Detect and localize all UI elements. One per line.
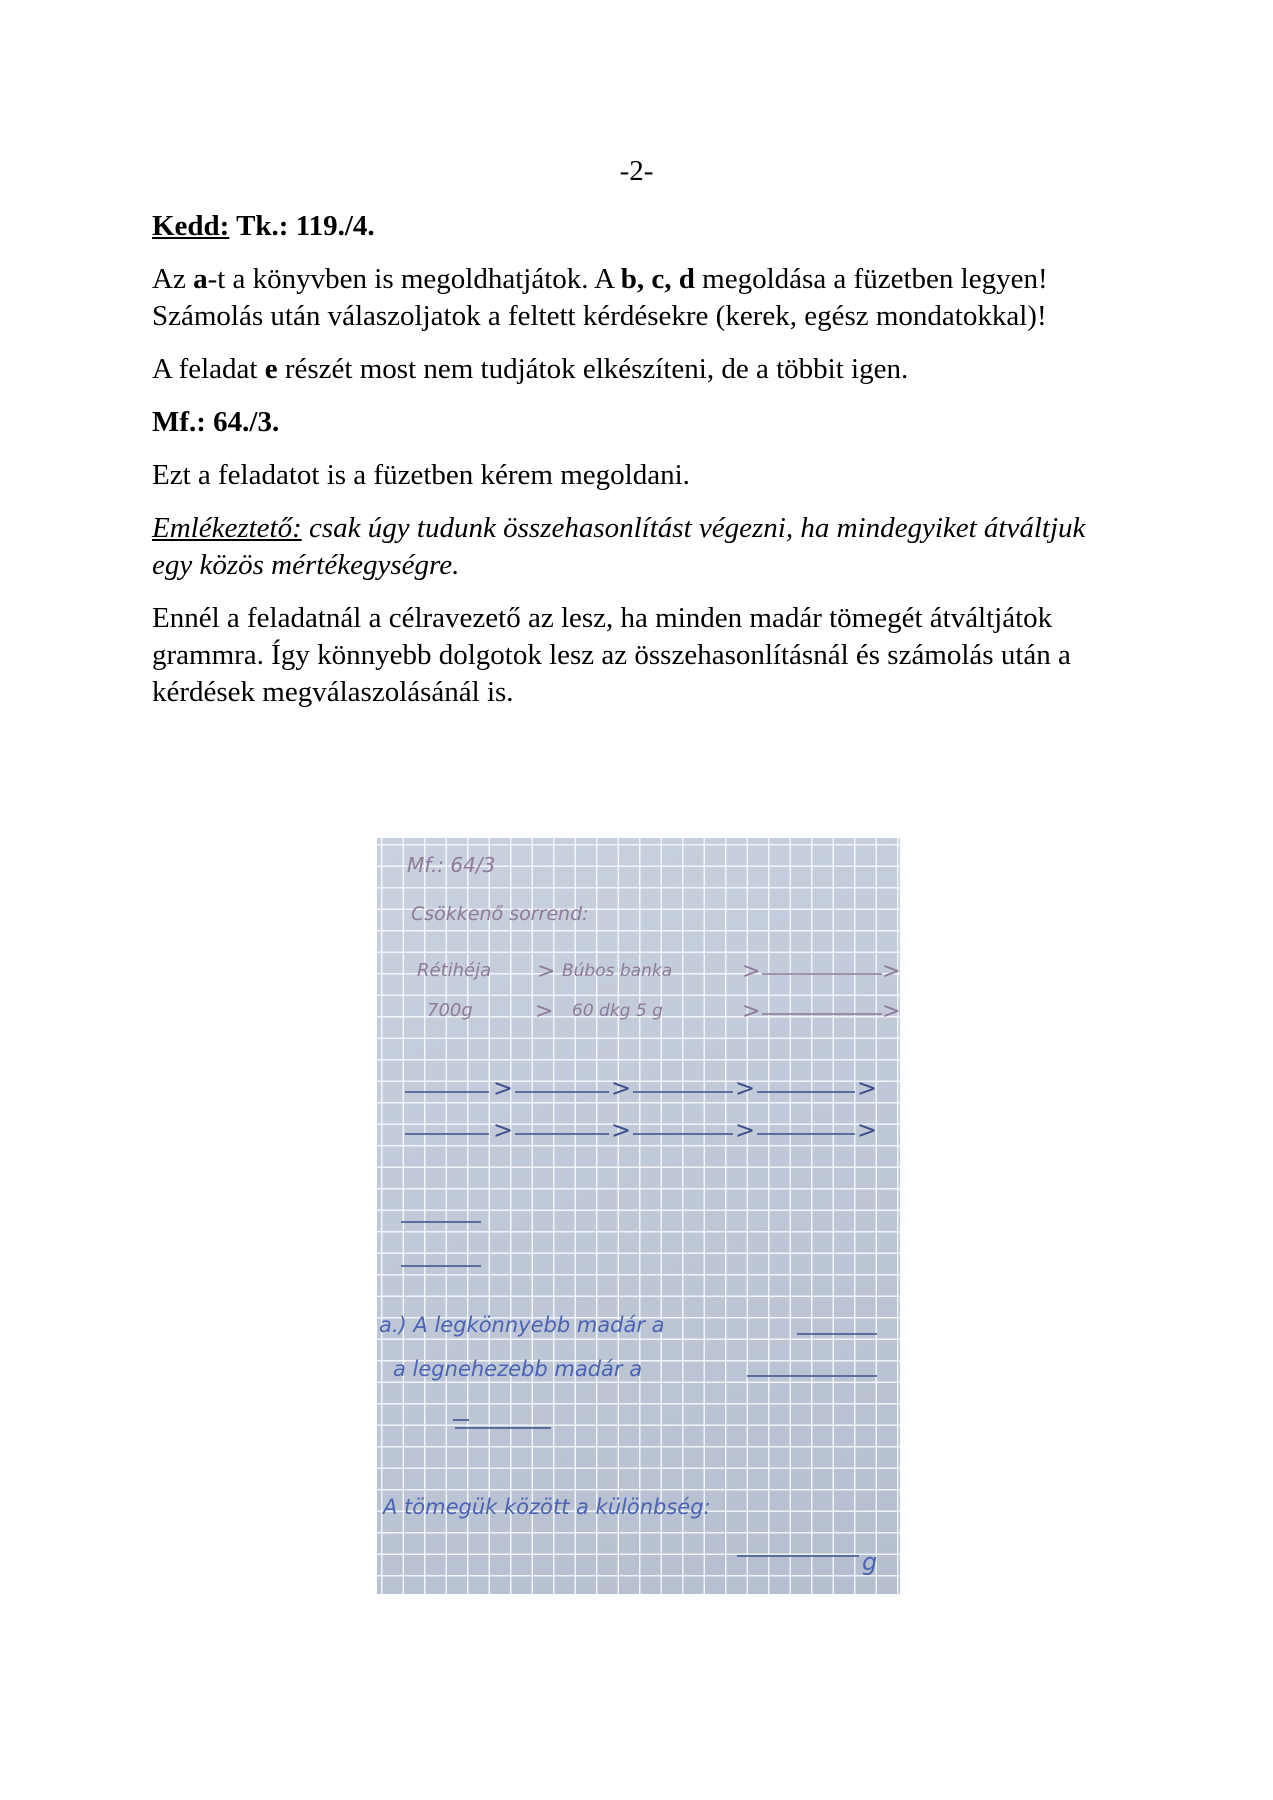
gt-sign: > — [735, 1074, 756, 1102]
workbook-ref: Mf.: 64./3. — [152, 406, 280, 438]
bird-2-name: Búbos banka — [562, 961, 673, 981]
notebook-title: Mf.: 64/3 — [407, 853, 496, 877]
notebook-photo — [377, 838, 900, 1594]
instruction-paragraph-4: Ennél a feladatnál a célravezető az lesz, ha minden madár tömegét átváltjátok grammra. Így könnyebb dolgotok lesz az összehasonlításnál és számolás után a kérdések megválaszolásánál is. — [152, 602, 1071, 708]
bird-1-mass: 700g — [427, 1000, 473, 1021]
unit-gram: g — [862, 1548, 878, 1576]
bold-run: a — [193, 263, 208, 295]
task-ref: Tk.: 119./4. — [229, 210, 375, 242]
difference-label: A tömegük között a különbség: — [383, 1495, 711, 1519]
gt-sign: > — [742, 959, 761, 984]
gt-sign: > — [611, 1116, 632, 1144]
gt-sign: > — [882, 959, 900, 984]
notebook-handwriting — [377, 838, 900, 1594]
text-run: -t a könyvben is megoldhatjátok. A — [207, 263, 621, 295]
gt-sign: > — [742, 999, 761, 1024]
gt-sign: > — [735, 1116, 756, 1144]
text-run: részét most nem tudjátok elkészíteni, de a többit igen. — [277, 353, 909, 385]
gt-sign: > — [493, 1116, 514, 1144]
page-number: -2- — [619, 155, 654, 187]
notebook-subtitle: Csökkenő sorrend: — [411, 903, 589, 925]
text-run: Az — [152, 263, 194, 295]
instruction-paragraph-1 — [152, 261, 1132, 335]
reminder-paragraph — [152, 510, 1132, 584]
bird-1-name: Rétihéja — [417, 960, 492, 981]
day-label: Kedd: — [152, 210, 230, 242]
answer-a-line-1: a.) A legkönnyebb madár a — [379, 1313, 665, 1337]
instruction-paragraph-2 — [152, 351, 1132, 388]
gt-sign: > — [882, 999, 900, 1024]
task-heading — [152, 208, 1132, 245]
gt-sign: > — [611, 1074, 632, 1102]
bold-run: b, c, d — [620, 263, 695, 295]
bold-run: e — [264, 353, 278, 385]
gt-sign: > — [537, 959, 556, 984]
bird-2-mass: 60 dkg 5 g — [572, 1001, 663, 1021]
answer-a-line-2: a legnehezebb madár a — [393, 1357, 643, 1381]
gt-sign: > — [857, 1074, 878, 1102]
gt-sign: > — [535, 999, 554, 1024]
reminder-text: csak úgy tudunk összehasonlítást végezni, ha mindegyiket átváltjuk egy közös mértékegységre. — [152, 512, 1086, 581]
text-run: A feladat — [152, 353, 265, 385]
reminder-label: Emlékeztető: — [152, 512, 302, 544]
text-run: megoldása a füzetben legyen! Számolás után válaszoljatok a feltett kérdésekre (kerek, egész mondatokkal)! — [152, 263, 1048, 332]
gt-sign: > — [493, 1074, 514, 1102]
document-body — [152, 208, 1132, 727]
gt-sign: > — [857, 1116, 878, 1144]
instruction-paragraph-3: Ezt a feladatot is a füzetben kérem megoldani. — [152, 459, 690, 491]
